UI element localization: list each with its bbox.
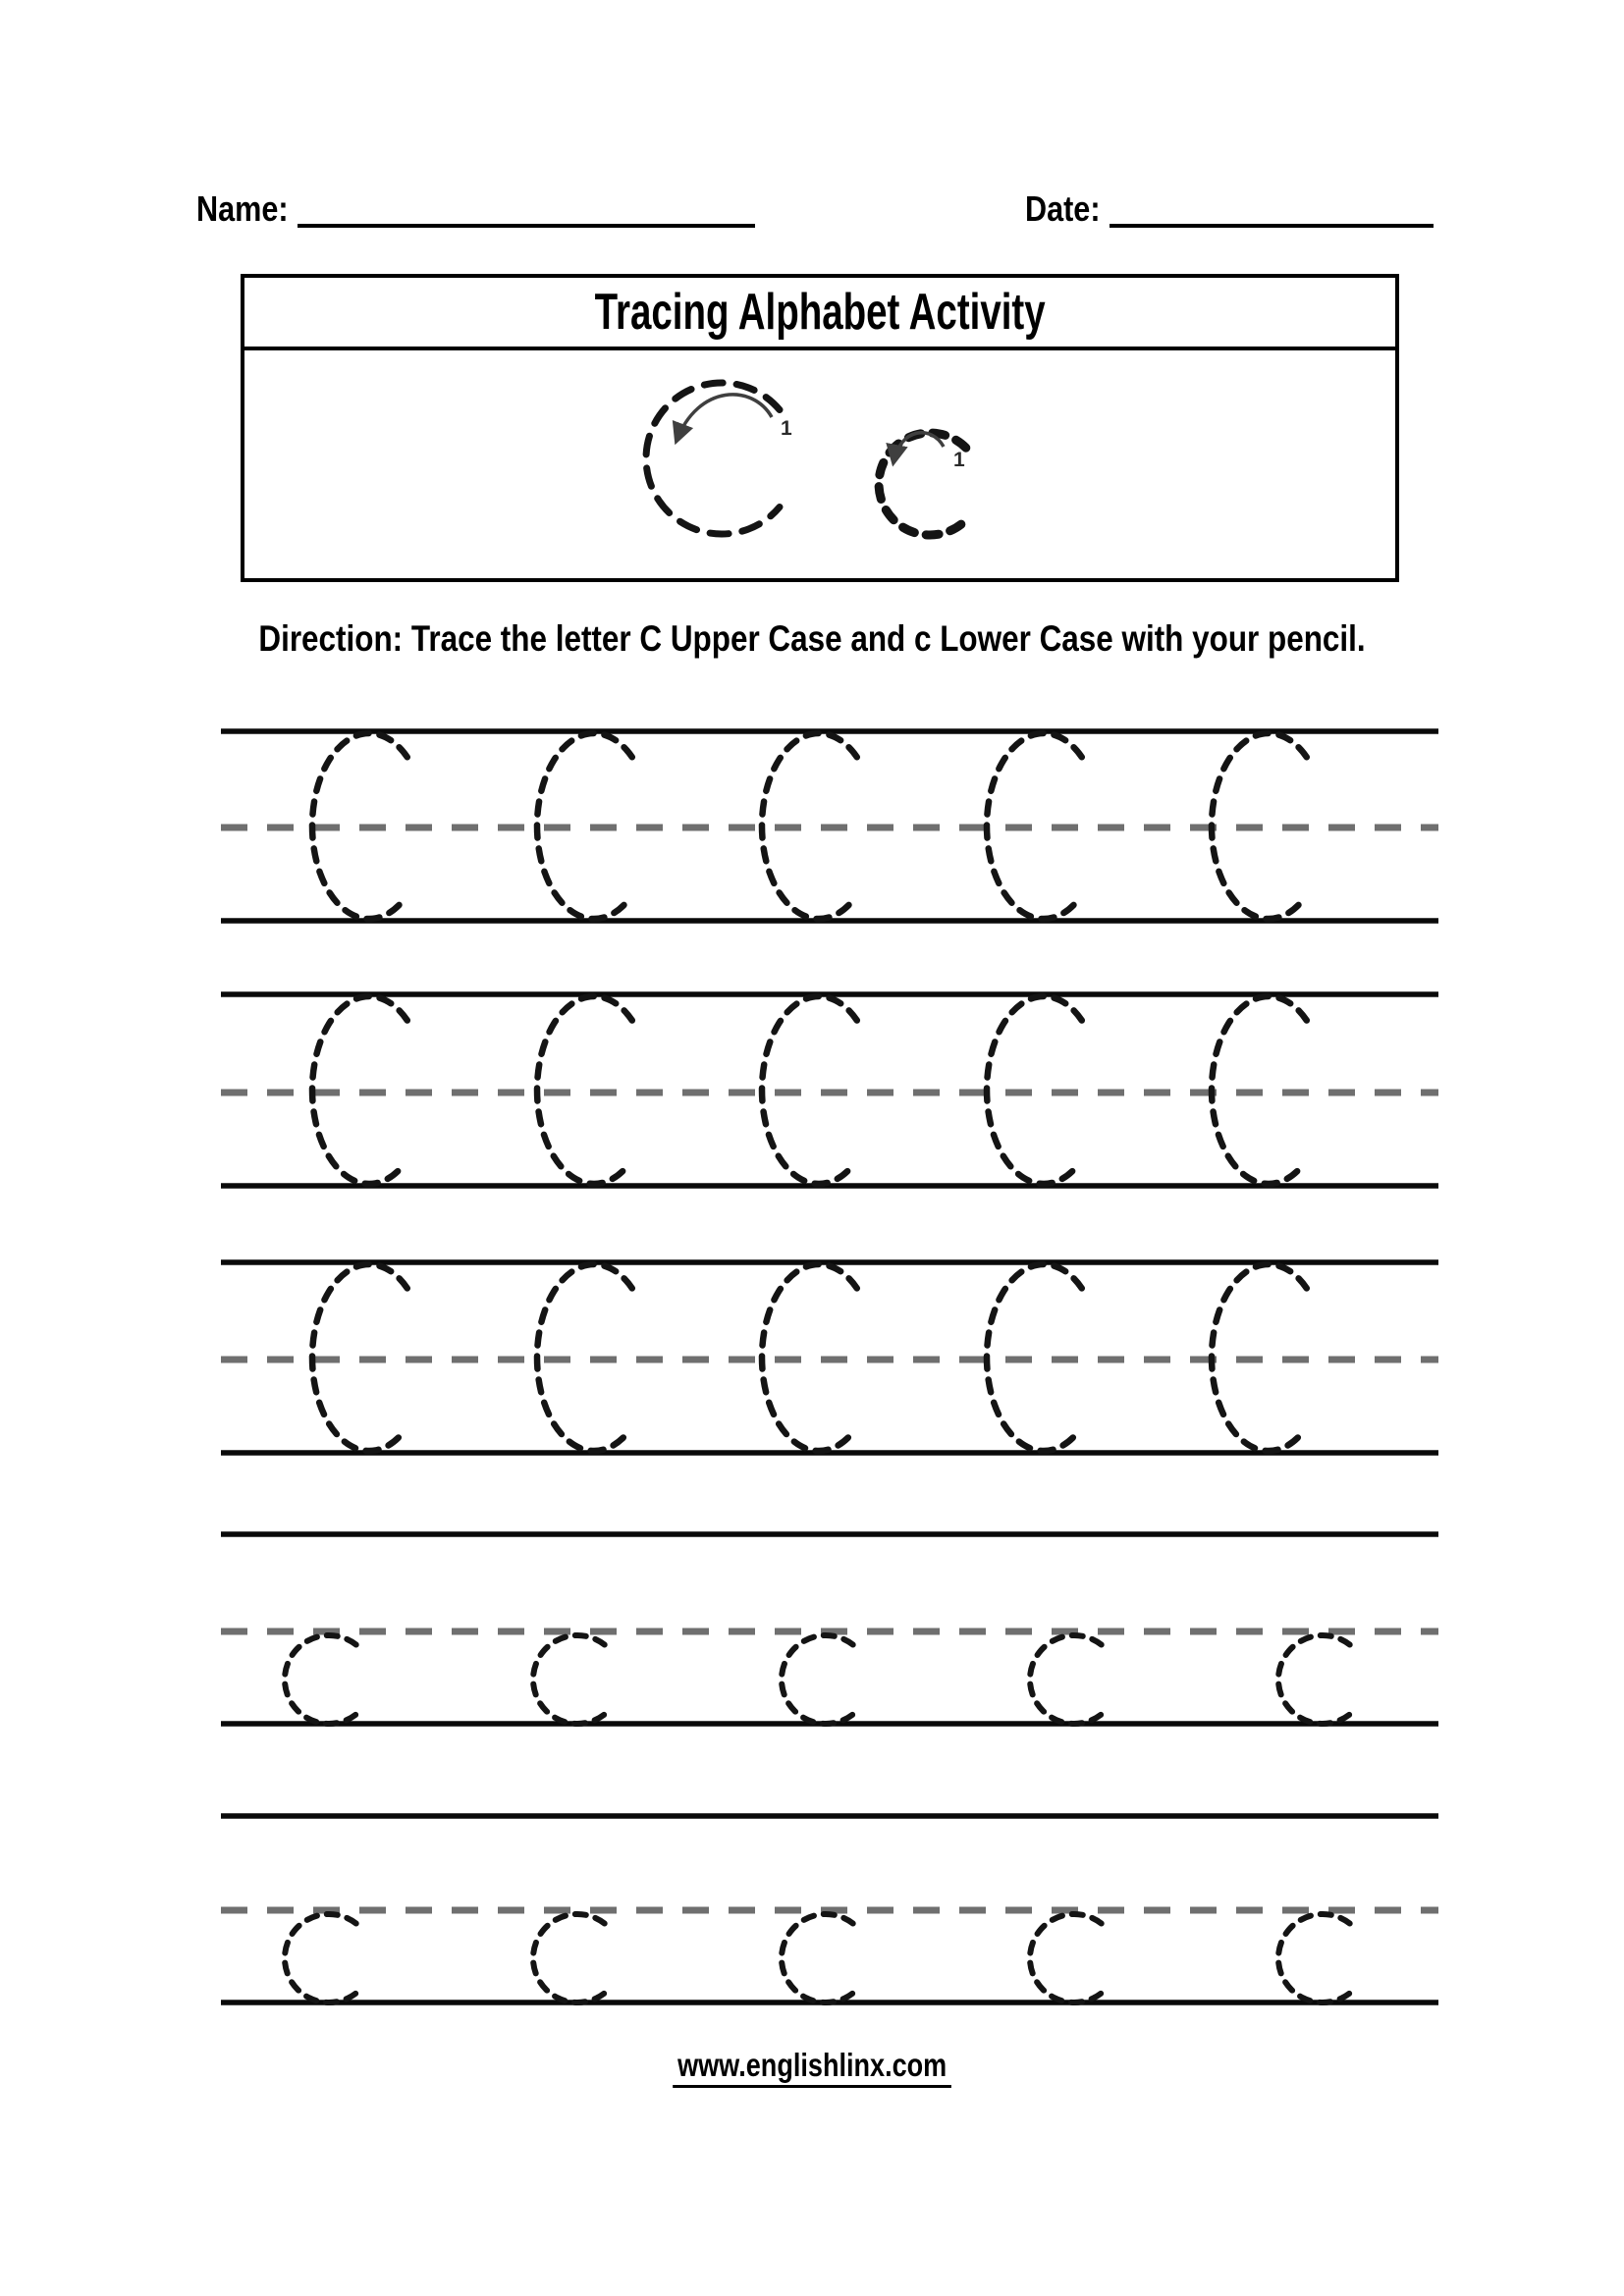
dashed-letter-c xyxy=(1030,1914,1104,2002)
name-fill-line xyxy=(298,224,755,228)
dashed-letter-c xyxy=(533,1914,607,2002)
date-label xyxy=(1025,188,1113,230)
demo-uppercase-c xyxy=(646,383,780,534)
dashed-letter-c xyxy=(782,1635,855,1724)
stroke-direction-arrow-uppercase xyxy=(677,395,772,441)
dashed-letter-c xyxy=(1278,1635,1352,1724)
name-label xyxy=(196,188,304,230)
dashed-letter-c xyxy=(285,1635,358,1724)
tracing-row-lowercase-2 xyxy=(221,1813,1438,2007)
date-fill-line xyxy=(1110,224,1434,228)
dashed-letter-c xyxy=(1278,1914,1352,2002)
dashed-letter-c xyxy=(285,1914,358,2002)
stroke-order-number-lowercase: 1 xyxy=(953,449,965,471)
title-box xyxy=(241,274,1399,582)
dashed-letter-c xyxy=(1030,1635,1104,1724)
tracing-row-lowercase-1 xyxy=(221,1531,1438,1729)
title-row xyxy=(244,278,1395,350)
tracing-row-uppercase-3 xyxy=(221,1259,1438,1458)
dashed-letter-c xyxy=(533,1635,607,1724)
direction-text: Direction: Trace the letter C Upper Case and c Lower Case with your pencil. xyxy=(258,618,1366,659)
stroke-order-number-uppercase: 1 xyxy=(781,417,792,440)
tracing-row-uppercase-1 xyxy=(221,728,1438,926)
worksheet-title: Tracing Alphabet Activity xyxy=(594,284,1046,341)
footer xyxy=(0,2047,1624,2088)
dashed-letter-c xyxy=(782,1914,855,2002)
letter-demo-area xyxy=(244,350,1395,578)
date-label-text: Date: xyxy=(1025,188,1101,229)
name-label-text: Name: xyxy=(196,188,289,229)
website-link[interactable]: www.englishlinx.com xyxy=(673,2047,951,2088)
tracing-row-uppercase-2 xyxy=(221,991,1438,1191)
